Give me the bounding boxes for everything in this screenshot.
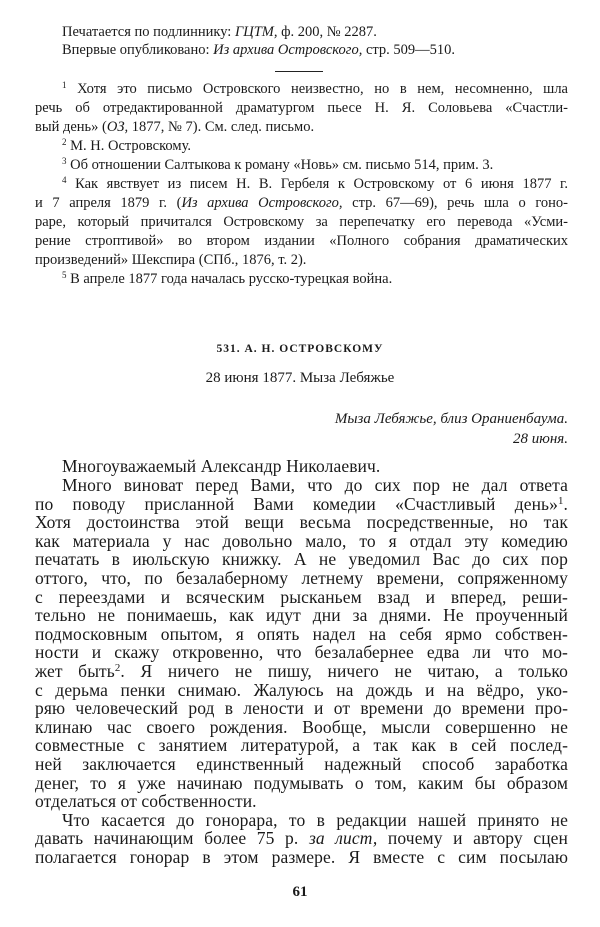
text: печатать в июльскую книжку. А не уведомил Вас до сих пор xyxy=(35,549,568,570)
footnote-ref: 2 xyxy=(114,662,121,675)
text: Хотя это письмо Островского неизвестно, но в нем, несомненно, шла xyxy=(66,81,568,97)
footnote-line xyxy=(35,120,568,135)
page-number: 61 xyxy=(292,884,308,900)
text: М. Н. Островскому. xyxy=(66,138,191,154)
text: денег, то я уже начинаю подумывать о том, каким бы образом xyxy=(35,772,568,793)
text: Впервые опубликовано: xyxy=(62,42,214,58)
footnote-5 xyxy=(62,272,568,287)
footnote-mark: 5 xyxy=(62,270,67,281)
body-line xyxy=(62,477,568,495)
book-title: Из архива Островского, xyxy=(213,42,363,58)
text: Много виноват перед Вами, что до сих пор не дал ответа xyxy=(62,475,568,495)
text: . Я ничего не пишу, ничего не читаю, а только xyxy=(120,661,568,681)
body-line xyxy=(35,830,568,848)
body-line xyxy=(35,551,568,569)
text: с дерьма пенки снимаю. Жалуюсь на дождь и на вёдро, уко- xyxy=(35,679,568,700)
footnote-line xyxy=(35,215,568,230)
footnote-mark: 2 xyxy=(62,137,67,148)
body-line xyxy=(35,772,568,793)
body-line xyxy=(35,663,568,681)
footnote-mark: 1 xyxy=(62,80,67,91)
text: . xyxy=(563,493,568,514)
book-title: Из архива Островского, xyxy=(181,195,343,211)
body-line xyxy=(35,514,568,532)
footnote-3 xyxy=(62,158,568,173)
footnote-line xyxy=(35,101,568,116)
text: по поводу присланной Вами комедии «Счастливый день» xyxy=(35,493,558,514)
letter-date: 28 июня. xyxy=(513,431,568,447)
text: Как явствует из писем Н. В. Гербеля к Островскому от 6 июня 1877 г. xyxy=(66,176,568,192)
text: Что касается до гонорара, то в редакции нашей принято не xyxy=(62,809,568,830)
footnote-mark: 3 xyxy=(62,156,67,167)
body-line xyxy=(35,530,568,551)
letter-place: Мыза Лебяжье, близ Ораниенбаума. xyxy=(334,411,568,427)
text: оттого, что, по безалаберному летнему времени, сопряженному xyxy=(35,568,568,588)
text: Об отношении Салтыкова к роману «Новь» см. письмо 514, прим. 3. xyxy=(66,157,494,173)
body-line xyxy=(35,756,568,774)
text: полагается гонорар в этом размере. Я вместе с сим посылаю xyxy=(35,847,568,867)
text: В апреле 1877 года началась русско-турецкая война. xyxy=(66,271,393,287)
text: ней заключается единственный надежный способ заработка xyxy=(35,754,568,774)
source-line xyxy=(62,25,568,40)
footnote-mark: 4 xyxy=(62,175,67,186)
body-line xyxy=(35,737,568,755)
text: жет быть xyxy=(35,661,115,681)
text: подмосковным опытом, я опять надел на себя ярмо собствен- xyxy=(35,623,568,644)
text: тельно не понимаешь, как идут дни за днями. Не проученный xyxy=(35,605,568,626)
body-line xyxy=(35,716,568,737)
text: с переездами и всяческим рысканьем взад и вперед, реши- xyxy=(35,586,568,607)
text: стр. 67—69), речь шла о гоно- xyxy=(342,195,568,211)
text: рение строптивой» во втором издании «Полного собрания драматических xyxy=(35,233,568,249)
letter-date-line: 28 июня 1877. Мыза Лебяжье xyxy=(205,370,395,386)
footnote-1 xyxy=(62,82,568,97)
text: ряю человеческий род в лености и от времени до времени про- xyxy=(35,698,568,719)
text: клинаю час своего рождения. Вообще, мысли совершенно не xyxy=(35,716,568,737)
body-line xyxy=(35,700,568,718)
body-line xyxy=(35,849,568,867)
body-line xyxy=(35,644,568,662)
body-line xyxy=(35,570,568,588)
body-line xyxy=(35,679,568,700)
emphasis: за лист, xyxy=(308,828,378,849)
footnote-4 xyxy=(62,177,568,192)
body-line xyxy=(35,607,568,625)
archive-abbrev: ГЦТМ, xyxy=(234,24,278,40)
body-line xyxy=(35,793,568,811)
text: 1877, № 7). См. след. письмо. xyxy=(128,119,315,135)
body-line xyxy=(35,586,568,607)
footnote-2 xyxy=(62,139,568,154)
journal-abbrev: ОЗ, xyxy=(106,119,129,135)
body-line xyxy=(35,623,568,644)
footnote-line xyxy=(35,253,568,268)
text: Печатается по подлиннику: xyxy=(62,24,235,40)
letter-heading: 531. А. Н. ОСТРОВСКОМУ xyxy=(216,343,384,355)
text: и 7 апреля 1879 г. ( xyxy=(35,195,182,211)
footnote-ref: 1 xyxy=(557,494,564,507)
body-line xyxy=(35,493,568,514)
text: отделаться от собственности. xyxy=(35,791,257,812)
footnote-line xyxy=(35,196,568,211)
divider-rule xyxy=(275,71,323,72)
salutation: Многоуважаемый Александр Николаевич. xyxy=(62,456,381,476)
body-line xyxy=(62,809,568,830)
text: как материала у нас довольно мало, то я отдал эту комедию xyxy=(35,530,568,551)
text: произведений» Шекспира (СПб., 1876, т. 2). xyxy=(35,252,307,268)
footnote-line xyxy=(35,234,568,249)
text: раре, который причитался Островскому за перепечатку его перевода «Усми- xyxy=(35,214,568,230)
text: ф. 200, № 2287. xyxy=(277,24,377,40)
text: стр. 509—510. xyxy=(362,42,456,58)
text: Хотя достоинства этой вещи весьма посредственные, но так xyxy=(35,512,568,533)
text: вый день» ( xyxy=(35,119,107,135)
text: почему и автору сцен xyxy=(377,828,568,849)
text: совместные с занятием литературой, а так как в сей послед- xyxy=(35,735,568,756)
text: речь об отредактированной драматургом пьесе Н. Я. Соловьева «Счастли- xyxy=(35,100,568,116)
text: ности и скажу откровенно, что безалабернее едва ли что мо- xyxy=(35,642,568,663)
text: давать начинающим более 75 р. xyxy=(35,828,309,849)
first-published-line xyxy=(62,43,568,58)
